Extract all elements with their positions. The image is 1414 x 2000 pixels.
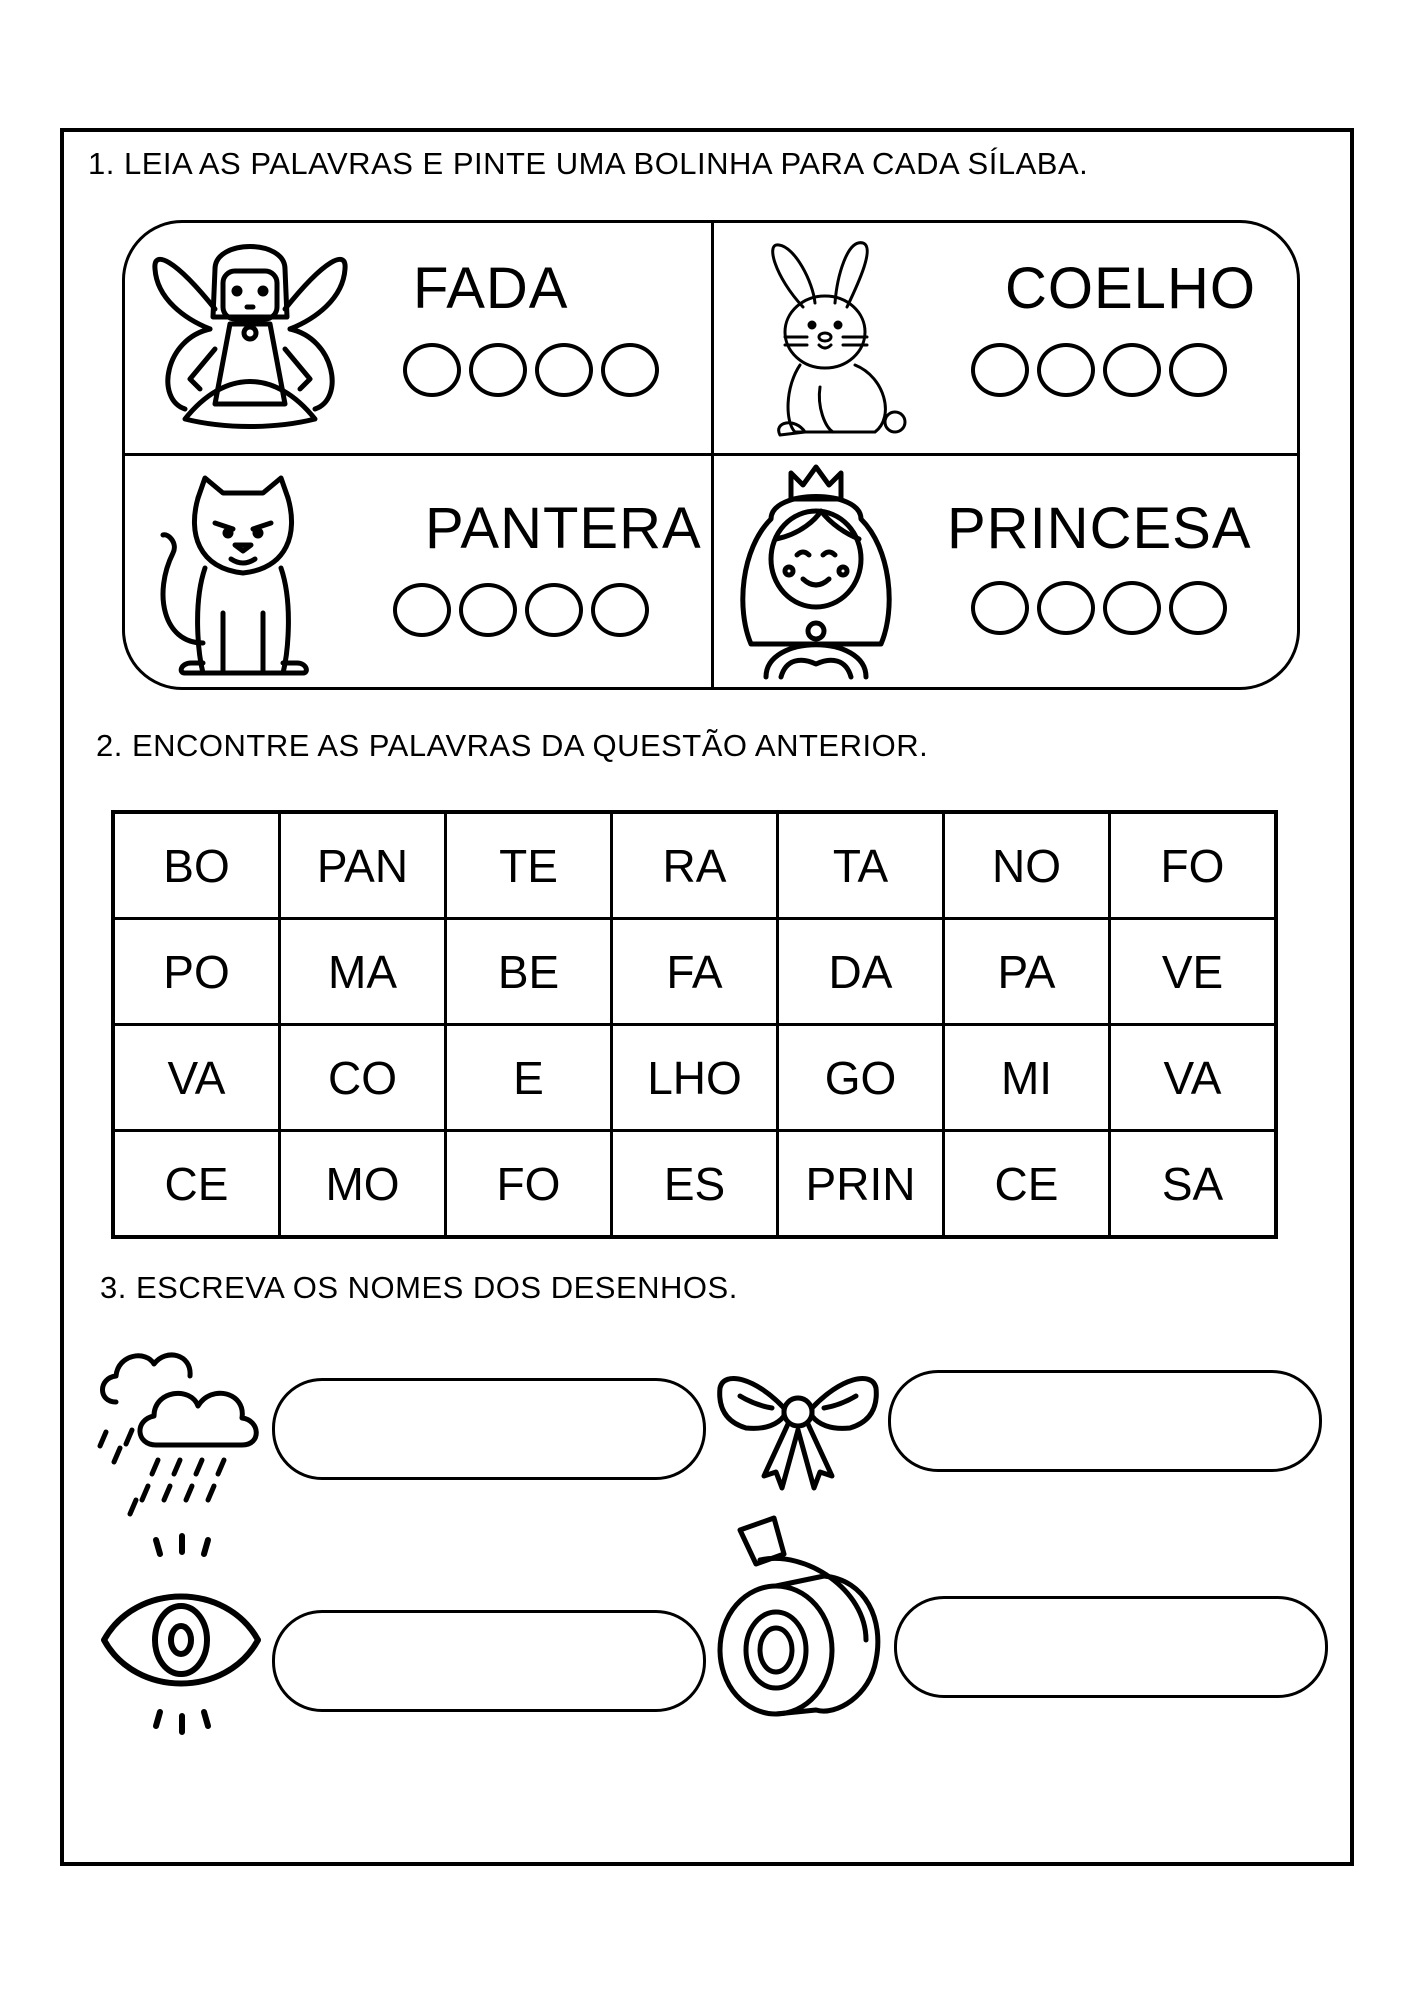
q2-instruction: 2. ENCONTRE AS PALAVRAS DA QUESTÃO ANTERIOR.	[96, 728, 929, 763]
grid-cell[interactable]: FO	[446, 1131, 612, 1238]
grid-cell[interactable]: CE	[944, 1131, 1110, 1238]
tape-roll-icon	[716, 1510, 896, 1720]
syllable-circle[interactable]	[1103, 581, 1161, 635]
syllable-circle[interactable]	[393, 583, 451, 637]
rain-cloud-icon	[96, 1340, 262, 1520]
syllable-circles-pantera[interactable]	[393, 583, 657, 637]
grid-cell[interactable]: PRIN	[778, 1131, 944, 1238]
princess-icon	[731, 459, 901, 685]
word-pantera: PANTERA	[425, 496, 702, 561]
answer-field-eye[interactable]	[272, 1610, 706, 1712]
grid-cell[interactable]: PO	[113, 919, 280, 1025]
answer-field-tape[interactable]	[894, 1596, 1328, 1698]
word-fada: FADA	[413, 256, 569, 321]
fairy-icon	[145, 229, 355, 449]
word-coelho: COELHO	[1005, 256, 1256, 321]
syllable-circle[interactable]	[459, 583, 517, 637]
grid-cell[interactable]: PA	[944, 919, 1110, 1025]
answer-field-rain[interactable]	[272, 1378, 706, 1480]
q1-word-box	[122, 220, 1300, 690]
grid-cell[interactable]: GO	[778, 1025, 944, 1131]
grid-cell[interactable]: MA	[280, 919, 446, 1025]
syllable-circle[interactable]	[601, 343, 659, 397]
grid-cell[interactable]: PAN	[280, 812, 446, 919]
grid-cell[interactable]: CE	[113, 1131, 280, 1238]
grid-cell[interactable]: RA	[612, 812, 778, 919]
grid-cell[interactable]: BE	[446, 919, 612, 1025]
grid-row	[113, 812, 1276, 919]
syllable-circle[interactable]	[525, 583, 583, 637]
answer-field-bow[interactable]	[888, 1370, 1322, 1472]
grid-cell[interactable]: DA	[778, 919, 944, 1025]
grid-row	[113, 919, 1276, 1025]
syllable-circles-fada[interactable]	[403, 343, 667, 397]
syllable-circle[interactable]	[1103, 343, 1161, 397]
grid-cell[interactable]: FA	[612, 919, 778, 1025]
syllable-circle[interactable]	[591, 583, 649, 637]
q3-instruction: 3. ESCREVA OS NOMES DOS DESENHOS.	[100, 1270, 738, 1305]
grid-cell[interactable]: E	[446, 1025, 612, 1131]
grid-cell[interactable]: MI	[944, 1025, 1110, 1131]
grid-cell[interactable]: VE	[1110, 919, 1277, 1025]
q1-instruction: 1. LEIA AS PALAVRAS E PINTE UMA BOLINHA PARA CADA SÍLABA.	[88, 146, 1089, 181]
grid-cell[interactable]: VA	[1110, 1025, 1277, 1131]
grid-row	[113, 1131, 1276, 1238]
syllable-circle[interactable]	[971, 581, 1029, 635]
syllable-circle[interactable]	[1169, 343, 1227, 397]
rabbit-icon	[755, 237, 925, 447]
bow-icon	[716, 1368, 880, 1494]
syllable-circles-coelho[interactable]	[971, 343, 1235, 397]
grid-cell[interactable]: BO	[113, 812, 280, 919]
grid-cell[interactable]: FO	[1110, 812, 1277, 919]
grid-cell[interactable]: TA	[778, 812, 944, 919]
syllable-circle[interactable]	[1037, 581, 1095, 635]
panther-icon	[143, 473, 343, 685]
grid-cell[interactable]: CO	[280, 1025, 446, 1131]
eye-icon	[96, 1532, 266, 1748]
grid-cell[interactable]: MO	[280, 1131, 446, 1238]
syllable-circle[interactable]	[535, 343, 593, 397]
grid-cell[interactable]: ES	[612, 1131, 778, 1238]
grid-cell[interactable]: VA	[113, 1025, 280, 1131]
grid-cell[interactable]: NO	[944, 812, 1110, 919]
syllable-circle[interactable]	[1037, 343, 1095, 397]
grid-cell[interactable]: TE	[446, 812, 612, 919]
syllable-circles-princesa[interactable]	[971, 581, 1235, 635]
grid-row	[113, 1025, 1276, 1131]
syllable-grid	[111, 810, 1278, 1239]
q1-divider-horizontal	[125, 453, 1297, 456]
syllable-circle[interactable]	[469, 343, 527, 397]
grid-cell[interactable]: SA	[1110, 1131, 1277, 1238]
syllable-circle[interactable]	[1169, 581, 1227, 635]
word-princesa: PRINCESA	[947, 496, 1252, 561]
grid-cell[interactable]: LHO	[612, 1025, 778, 1131]
syllable-circle[interactable]	[971, 343, 1029, 397]
syllable-circle[interactable]	[403, 343, 461, 397]
